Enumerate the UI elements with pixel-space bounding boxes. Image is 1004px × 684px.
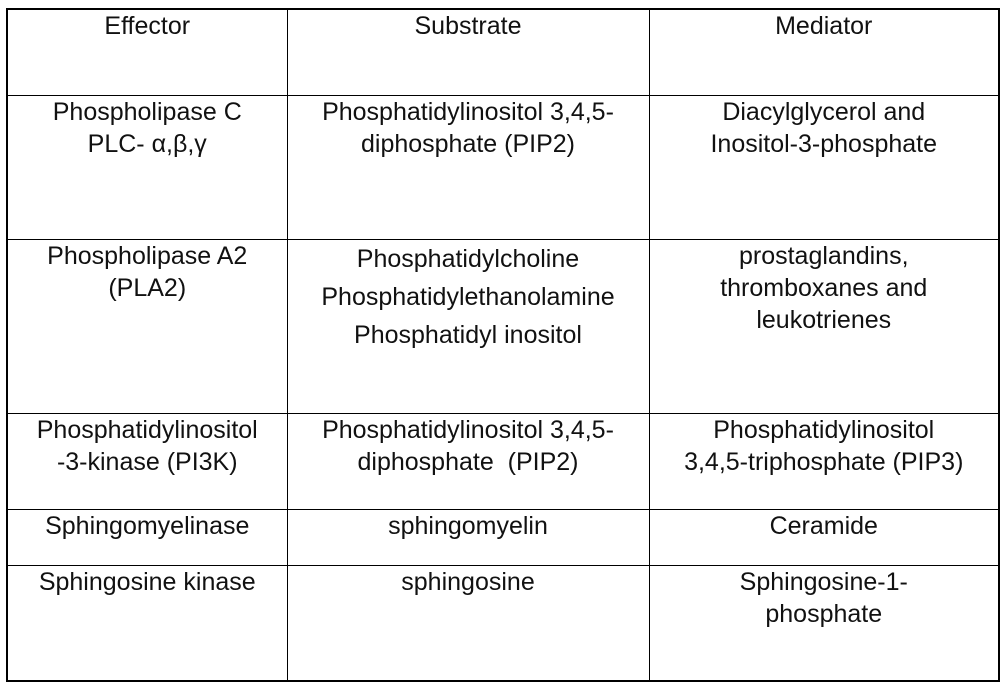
table-row [7,565,999,681]
substrate-cell [287,95,649,239]
table-row [7,95,999,239]
substrate-cell [287,509,649,565]
effector-text: Phosphatidylinositol [36,415,258,444]
effector-cell [7,239,287,413]
substrate-text: Phosphatidylcholine [356,244,580,273]
header-mediator: Mediator [649,9,999,95]
mediator-cell [649,239,999,413]
substrate-text: sphingosine [401,567,535,596]
substrate-text: Phosphatidylinositol 3,4,5- [322,415,614,444]
table-row [7,413,999,509]
effector-text: PLC- α,β,γ [87,129,207,158]
substrate-cell [287,413,649,509]
substrate-text: sphingomyelin [388,511,548,540]
effector-cell [7,413,287,509]
substrate-cell [287,239,649,413]
mediator-cell [649,509,999,565]
mediator-cell [649,95,999,239]
effector-cell [7,95,287,239]
header-substrate: Substrate [287,9,649,95]
effector-text: Phospholipase A2 [47,241,248,270]
effector-text: Phospholipase C [52,97,242,126]
substrate-text: Phosphatidylinositol 3,4,5- [322,97,614,126]
effector-text: (PLA2) [108,273,187,302]
mediator-text: thromboxanes and [720,273,928,302]
mediator-cell [649,413,999,509]
table-row [7,509,999,565]
mediator-text: Ceramide [769,511,878,540]
effector-text: Sphingosine kinase [38,567,256,596]
effector-text: Sphingomyelinase [45,511,250,540]
mediator-text: Sphingosine-1- [739,567,908,596]
mediator-text: 3,4,5-triphosphate (PIP3) [684,447,964,476]
substrate-cell [287,565,649,681]
mediator-text: phosphate [765,599,883,628]
effector-text: -3-kinase (PI3K) [56,447,238,476]
mediator-text: prostaglandins, [738,241,909,270]
effector-cell [7,565,287,681]
substrate-text: diphosphate (PIP2) [360,129,576,158]
header-effector: Effector [7,9,287,95]
signaling-table [6,8,1000,682]
substrate-text: diphosphate (PIP2) [357,447,579,476]
mediator-text: Diacylglycerol and [722,97,926,126]
effector-cell [7,509,287,565]
mediator-cell [649,565,999,681]
substrate-text: Phosphatidyl inositol [354,320,582,349]
header-row [7,9,999,95]
table-row [7,239,999,413]
mediator-text: leukotrienes [756,305,892,334]
substrate-text: Phosphatidylethanolamine [321,282,615,311]
mediator-text: Phosphatidylinositol [713,415,935,444]
mediator-text: Inositol-3-phosphate [710,129,938,158]
